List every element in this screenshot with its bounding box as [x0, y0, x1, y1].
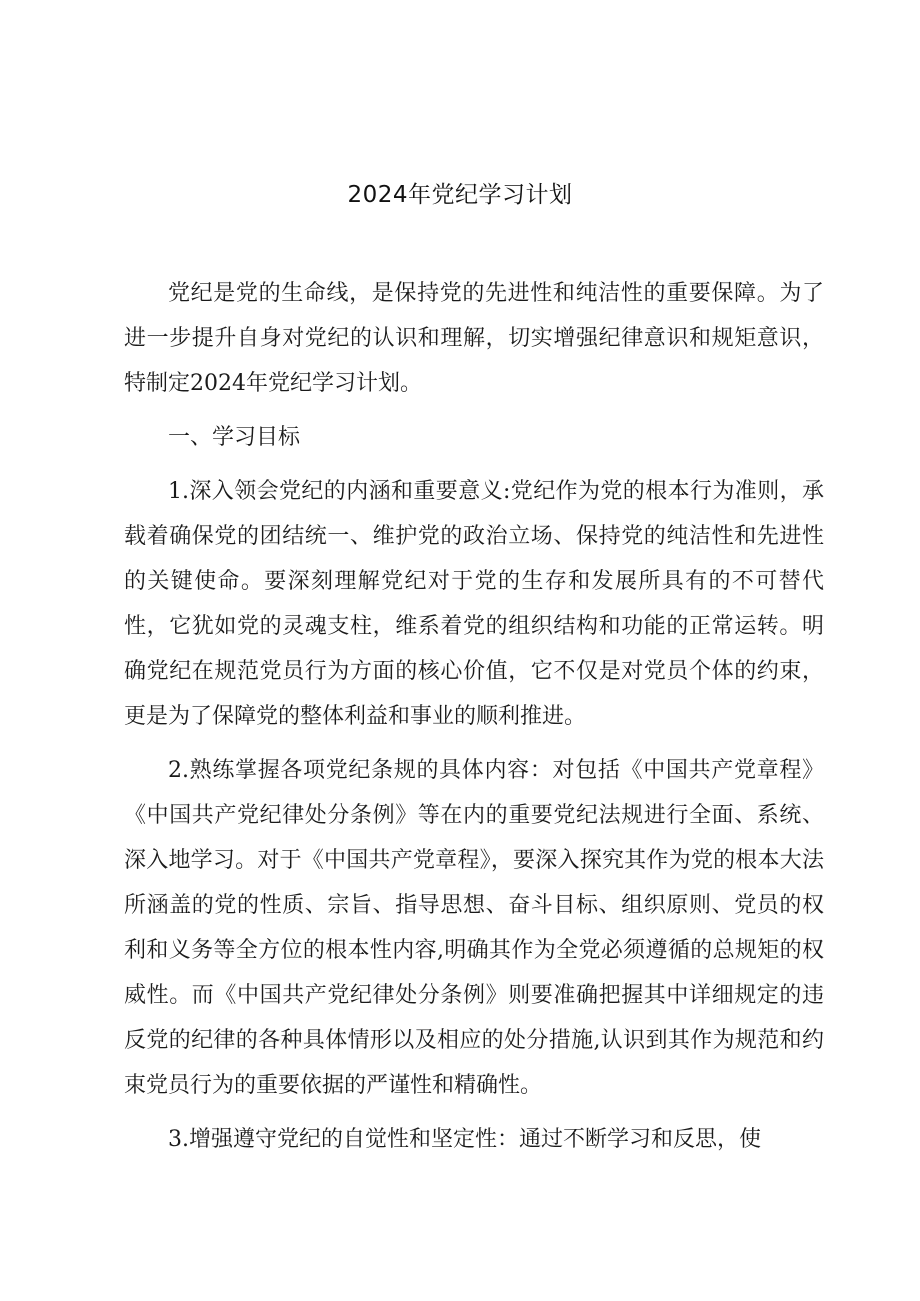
section-heading-goals: 一、学习目标	[168, 425, 301, 450]
intro-paragraph: 党纪是党的生命线，是保持党的先进性和纯洁性的重要保障。为了进一步提升自身对党纪的认识和理解，切实增强纪律意识和规矩意识，特制定2024年党纪学习计划。	[124, 281, 824, 396]
goal-paragraph-2: 2.熟练掌握各项党纪条规的具体内容：对包括《中国共产党章程》《中国共产党纪律处分条例》等在内的重要党纪法规进行全面、系统、深入地学习。对于《中国共产党章程》，要深入探究其作为党的根本大法所涵盖的党的性质、宗旨、指导思想、奋斗目标、组织原则、党员的权利和义务等全方位的根本性内容,明确其作为全党必须遵循的总规矩的权威性。而《中国共产党纪律处分条例》则要准确把握其中详细规定的违反党的纪律的各种具体情形以及相应的处分措施,认识到其作为规范和约束党员行为的重要依据的严谨性和精确性。	[124, 758, 824, 1098]
goal-paragraph-3: 3.增强遵守党纪的自觉性和坚定性：通过不断学习和反思，使	[168, 1127, 761, 1152]
document-body	[124, 271, 824, 1171]
document-title: 2024年党纪学习计划	[347, 182, 573, 208]
goal-paragraph-1: 1.深入领会党纪的内涵和重要意义:党纪作为党的根本行为准则，承载着确保党的团结统一、维护党的政治立场、保持党的纯洁性和先进性的关键使命。要深刻理解党纪对于党的生存和发展所具有的不可替代性，它犹如党的灵魂支柱，维系着党的组织结构和功能的正常运转。明确党纪在规范党员行为方面的核心价值，它不仅是对党员个体的约束，更是为了保障党的整体利益和事业的顺利推进。	[124, 479, 824, 729]
